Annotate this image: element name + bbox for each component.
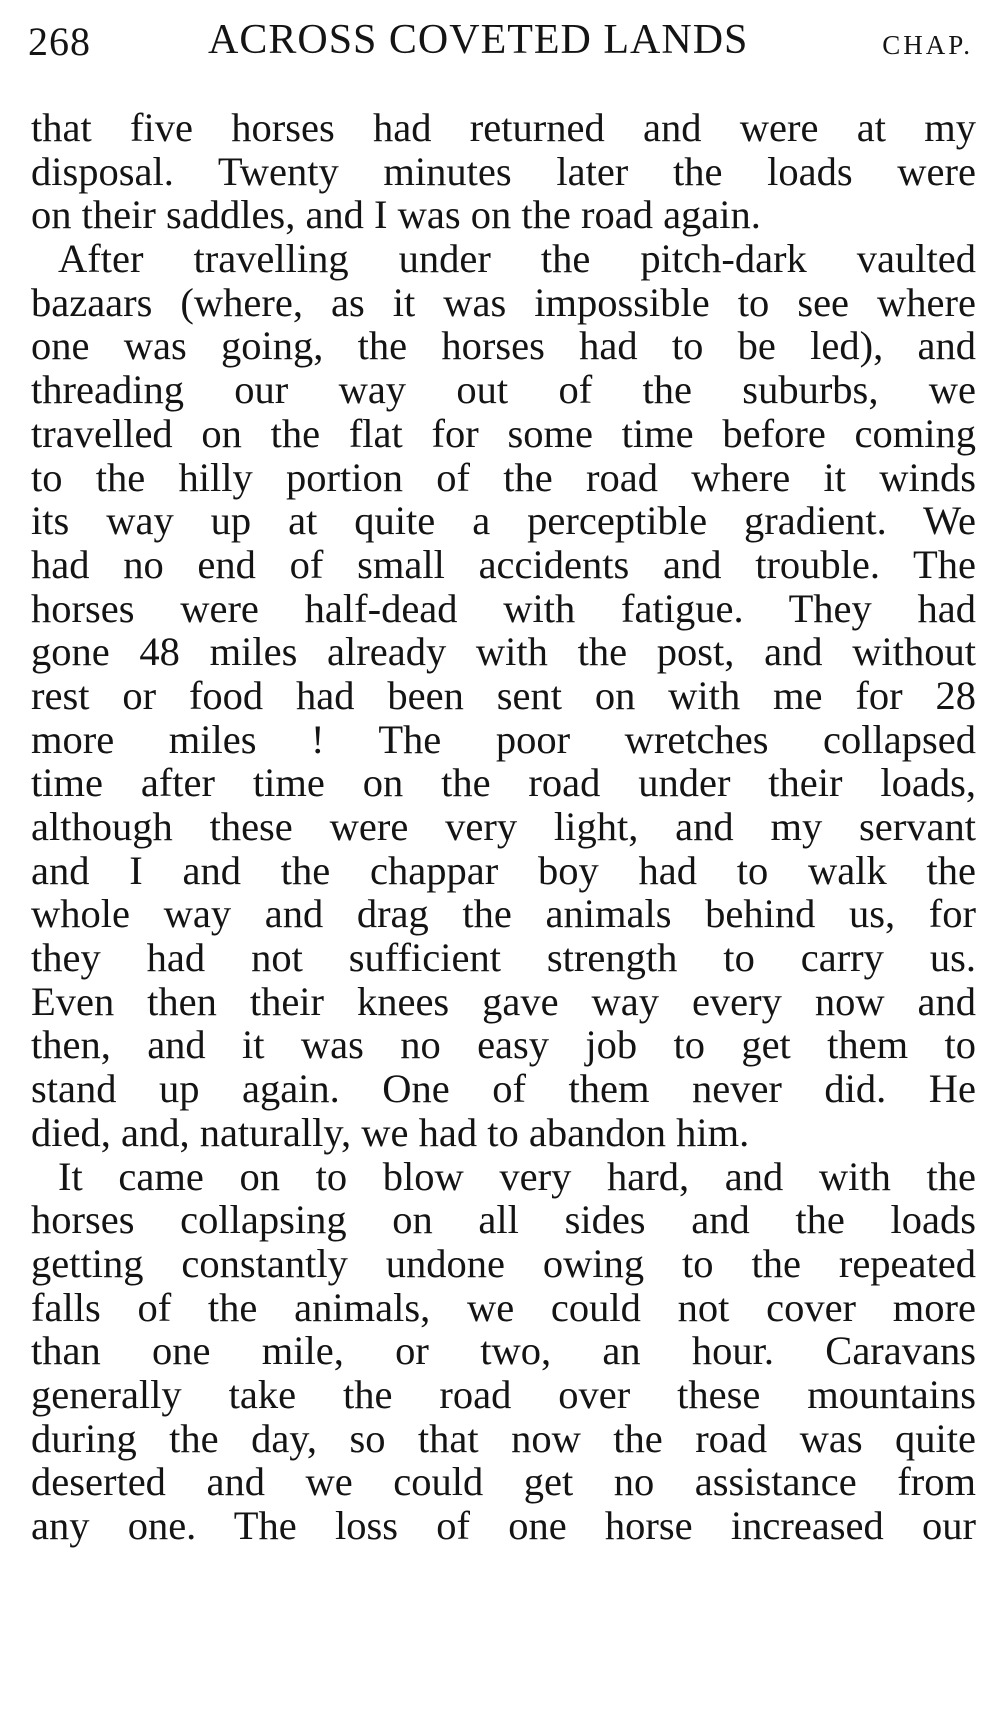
text-line: horses collapsing on all sides and the loads: [31, 1197, 976, 1243]
text-line: getting constantly undone owing to the repeated: [31, 1240, 976, 1286]
text-line: threading our way out of the suburbs, we: [31, 367, 976, 413]
text-line: during the day, so that now the road was quite: [31, 1415, 976, 1461]
text-line: more miles ! The poor wretches collapsed: [31, 716, 976, 762]
paragraph-first-line: It came on to blow very hard, and with the: [58, 1153, 976, 1199]
text-line: its way up at quite a perceptible gradient. We: [31, 498, 976, 544]
text-line: falls of the animals, we could not cover more: [31, 1284, 976, 1330]
text-line: died, and, naturally, we had to abandon him.: [31, 1109, 750, 1155]
text-line: they had not sufficient strength to carry us.: [31, 935, 976, 981]
text-line: then, and it was no easy job to get them to: [31, 1022, 976, 1068]
text-line: whole way and drag the animals behind us, for: [31, 891, 976, 937]
text-line: horses were half-dead with fatigue. They had: [31, 585, 976, 631]
text-line: than one mile, or two, an hour. Caravans: [31, 1328, 976, 1374]
text-line: to the hilly portion of the road where it winds: [31, 454, 976, 500]
text-line: Even then their knees gave way every now and: [31, 978, 976, 1024]
text-line: although these were very light, and my servant: [31, 804, 976, 849]
text-line: time after time on the road under their loads,: [31, 760, 976, 806]
text-line: one was going, the horses had to be led), and: [31, 323, 976, 369]
text-line: deserted and we could get no assistance from: [31, 1459, 976, 1505]
text-line: stand up again. One of them never did. He: [31, 1066, 976, 1112]
text-line: and I and the chappar boy had to walk the: [31, 847, 976, 893]
text-line: any one. The loss of one horse increased our: [31, 1503, 976, 1548]
text-line: generally take the road over these mountains: [31, 1371, 976, 1417]
text-line: disposal. Twenty minutes later the loads were: [31, 148, 976, 194]
paragraph-first-line: After travelling under the pitch-dark vaulted: [58, 236, 976, 282]
text-line: travelled on the flat for some time before coming: [31, 410, 976, 456]
text-line: that five horses had returned and were at my: [31, 105, 976, 150]
text-line: rest or food had been sent on with me for 28: [31, 672, 976, 718]
running-title: ACROSS COVETED LANDS: [208, 17, 749, 63]
chapter-label: CHAP.: [882, 30, 973, 60]
body-text: [31, 106, 976, 1548]
text-line: bazaars (where, as it was impossible to see where: [31, 279, 976, 325]
text-line: had no end of small accidents and trouble. The: [31, 541, 976, 587]
text-line: on their saddles, and I was on the road again.: [31, 192, 761, 238]
text-line: gone 48 miles already with the post, and without: [31, 629, 976, 675]
page-header: [28, 14, 973, 64]
page-number: 268: [28, 19, 91, 64]
